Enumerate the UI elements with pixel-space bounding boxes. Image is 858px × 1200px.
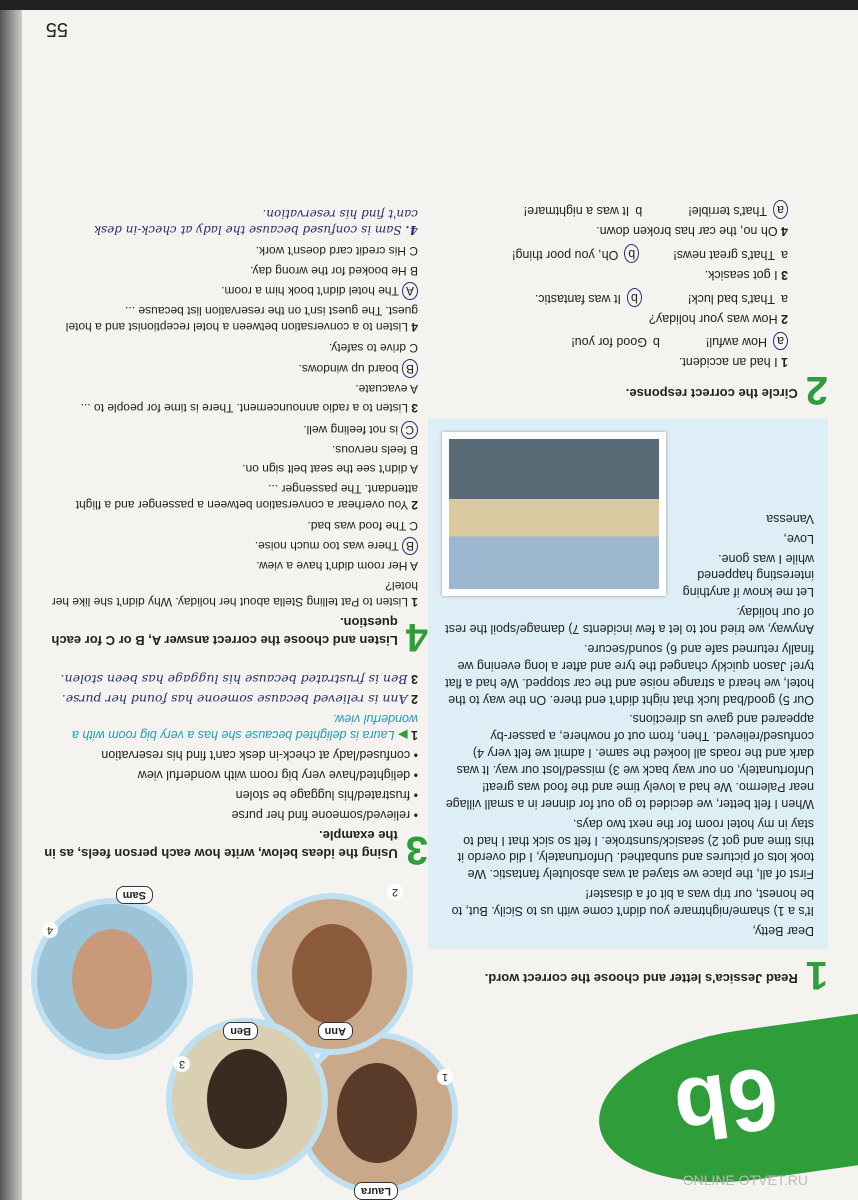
- letter-text: When I felt better, we decided to go out for dinner in a small village near Palermo. We had a lovely time and the food was great! Unfortunately, on our way back we 3) missed/lost our way. It was dark and the roads all looked the same. I admit we felt very 4) confused/relieved. Then, from out of nowhere, a passer-by appeared and gave us directions.: [445, 712, 814, 811]
- letter-text: First of all, the place we stayed at was absolutely fantastic. We took lots of pictures and sunbathed. Unfortunately, I did overdo it this time and got 2) seasick/sunstroke. I felt so sick that I had to stay in my hotel room for the next two days.: [457, 816, 814, 882]
- exercise-number: 2: [805, 368, 828, 413]
- person-number: 1: [437, 1069, 453, 1085]
- exercise-instruction: Using the ideas below, write how each person feels, as in the example.: [44, 828, 398, 861]
- unit-label: 6b: [668, 1048, 785, 1161]
- ex4-item: 1 Listen to Pat telling Stella about her holiday. Why didn't she like her hotel? A Her room didn't have a view. B There was too much noise. C The food was bad.: [51, 519, 418, 609]
- name-tag: Ben: [223, 1022, 258, 1040]
- ex2-item: 1 I had an accident. a How awful! b Good for you!: [428, 332, 788, 371]
- ex3-content: [33, 667, 428, 823]
- ex4-list: [33, 238, 428, 610]
- person-number: 2: [387, 884, 403, 900]
- exercise-number: 1: [805, 953, 828, 997]
- idea-bullet: • frustrated/his luggage be stolen: [235, 788, 418, 803]
- exercise-instruction: Read Jessica's letter and choose the correct word.: [484, 971, 798, 986]
- watermark: ONLINE OTVET.RU: [682, 1172, 808, 1189]
- palermo-photo: [442, 432, 666, 596]
- page-border: [0, 0, 858, 10]
- person-number: 3: [174, 1056, 190, 1072]
- ex4-header: [33, 614, 428, 657]
- ex4-item: 4 Listen to a conversation between a hotel receptionist and a hotel guest. The guest isn't on the reservation list because ... A The hotel didn't book him a room. B He booked for the wrong day. C His credit card doesn't work.: [65, 244, 418, 335]
- letter-text: Our 5) good/bad luck that night didn't end there. On the way to the hotel, we heard a strange noise and the car stopped. We had a flat tyre! Jason quickly changed the tyre and after a long evening we finally returned safe and 6) sound/secure.: [445, 642, 814, 707]
- name-tag: Laura: [354, 1182, 398, 1200]
- name-tag: Sam: [116, 886, 153, 904]
- ex1-header: [428, 955, 828, 995]
- handwritten-answer: 4. Sam is confused because the lady at check-in desk can't find his reservation.: [93, 207, 418, 238]
- idea-bullet: • delighted/have very big room with wonderful view: [137, 768, 418, 783]
- name-tag: Ann: [318, 1022, 353, 1040]
- idea-bullet: • confused/lady at check-in desk can't find his reservation: [101, 748, 418, 763]
- photo-ben: [166, 1018, 328, 1180]
- ex2-item: 4 Oh no, the car has broken down. a That's terrible! b It was a nightmare!: [428, 200, 788, 239]
- exercise-number: 3: [405, 828, 428, 872]
- ex3-header: [33, 827, 428, 870]
- ex2-item: 2 How was your holiday? a That's bad luck! b It was fantastic.: [428, 288, 788, 327]
- page-number: 55: [45, 18, 68, 40]
- ex4-item: 2 You overhear a conversation between a passenger and a flight attendant. The passenger ... A didn't see the seat belt sign on. B feels nervous. C is not feeling well.: [33, 421, 418, 513]
- person-number: 4: [42, 922, 58, 938]
- handwritten-answer: 3 Ben is frustrated because his luggage has been stolen.: [60, 671, 418, 687]
- ex4-item: 3 Listen to a radio announcement. There is time for people to ... A evacuate. B board up windows. C drive to safety.: [80, 341, 418, 415]
- letter-text: Let me know if anything interesting happened while I was gone.: [682, 551, 814, 600]
- ex2-header: [428, 368, 828, 413]
- right-column: [33, 206, 428, 870]
- example-answer: 1 ▶ Laura is delighted because she has a very big room with a wonderful view.: [72, 711, 418, 743]
- exercise-number: 4: [405, 614, 428, 659]
- idea-bullet: • relieved/someone find her purse: [231, 807, 418, 822]
- photo-sam: [31, 898, 193, 1060]
- exercise-instruction: Circle the correct response.: [625, 386, 798, 402]
- ex2-list: [428, 195, 828, 370]
- letter-text: Vanessa: [766, 511, 814, 526]
- letter-text: Dear Betty,: [752, 924, 814, 938]
- letter-text: Love,: [783, 531, 814, 546]
- left-column: [428, 195, 828, 995]
- handwritten-answer: 2 Ann is relieved because someone has found her purse.: [61, 691, 418, 707]
- page-binding-edge: [0, 0, 22, 1200]
- ex2-item: 3 I got seasick. a That's great news! b Oh, you poor thing!: [428, 244, 788, 283]
- exercise-instruction: Listen and choose the correct answer A, B or C for each question.: [51, 615, 398, 648]
- letter-box: [428, 418, 828, 949]
- letter-text: It's a 1) shame/nightmare you didn't come with us to Sicily. But, to be honest, our trip was a bit of a disaster!: [451, 887, 814, 919]
- letter-text: Anyway, we tried not to let a few incidents 7) damage/spoil the rest of our holiday.: [445, 605, 814, 637]
